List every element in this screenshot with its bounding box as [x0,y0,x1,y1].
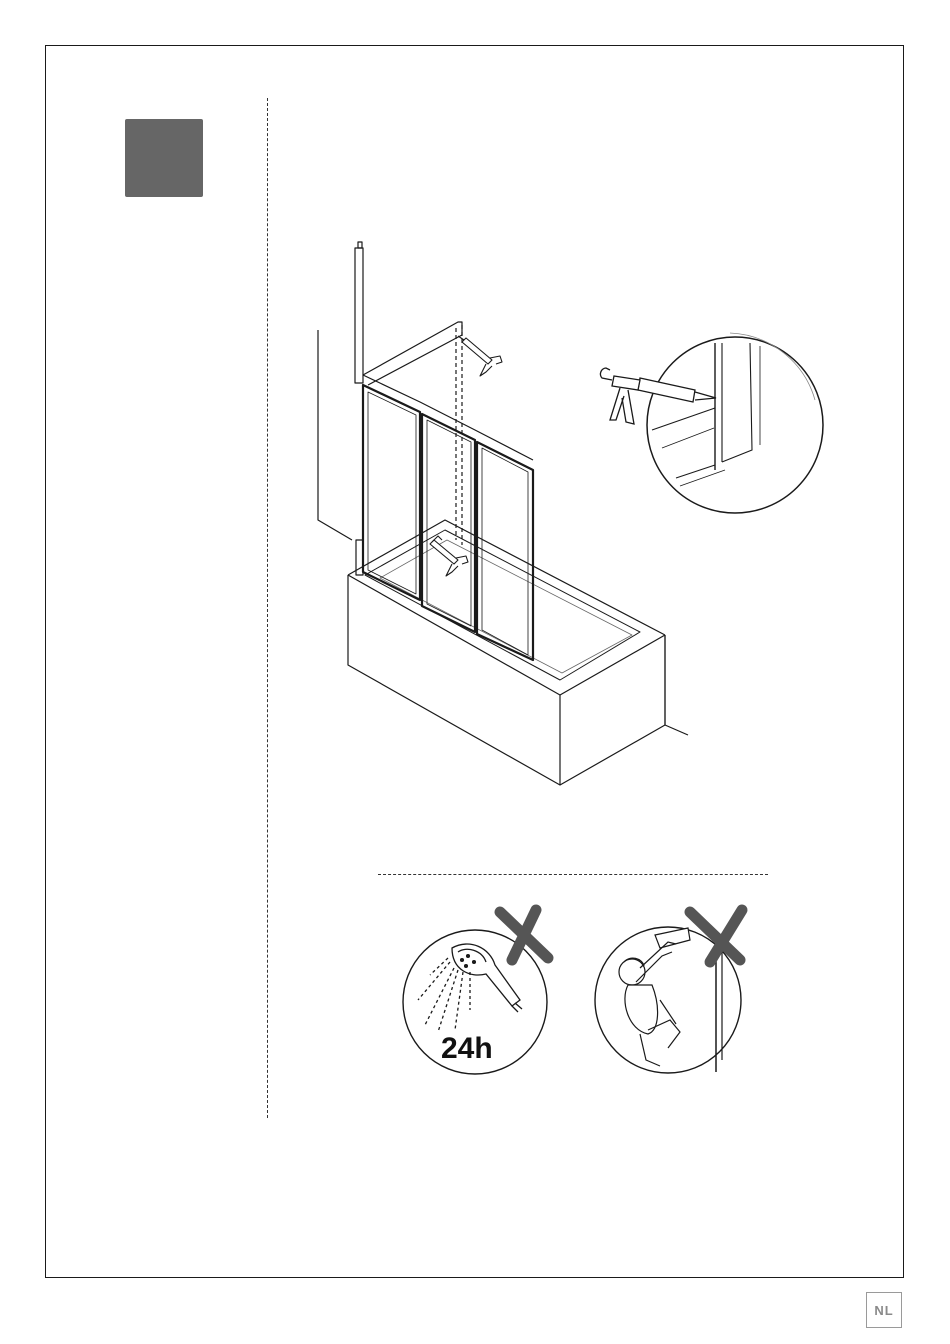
wall-profile-top [355,248,363,383]
back-wall [318,330,352,540]
language-badge: NL [866,1292,902,1328]
duration-label: 24h [441,1032,493,1065]
warning-no-climbing [595,910,742,1073]
bathtub-body [348,575,665,785]
sealing-detail-circle [600,333,823,513]
glass-panel-1 [363,385,420,600]
silicone-gun-icon-small-top [458,336,502,376]
side-wall-line [665,635,688,735]
bathtub-with-shower-screen [318,242,688,785]
glass-panel-2 [422,414,475,632]
warning-no-shower-24h [403,910,548,1074]
